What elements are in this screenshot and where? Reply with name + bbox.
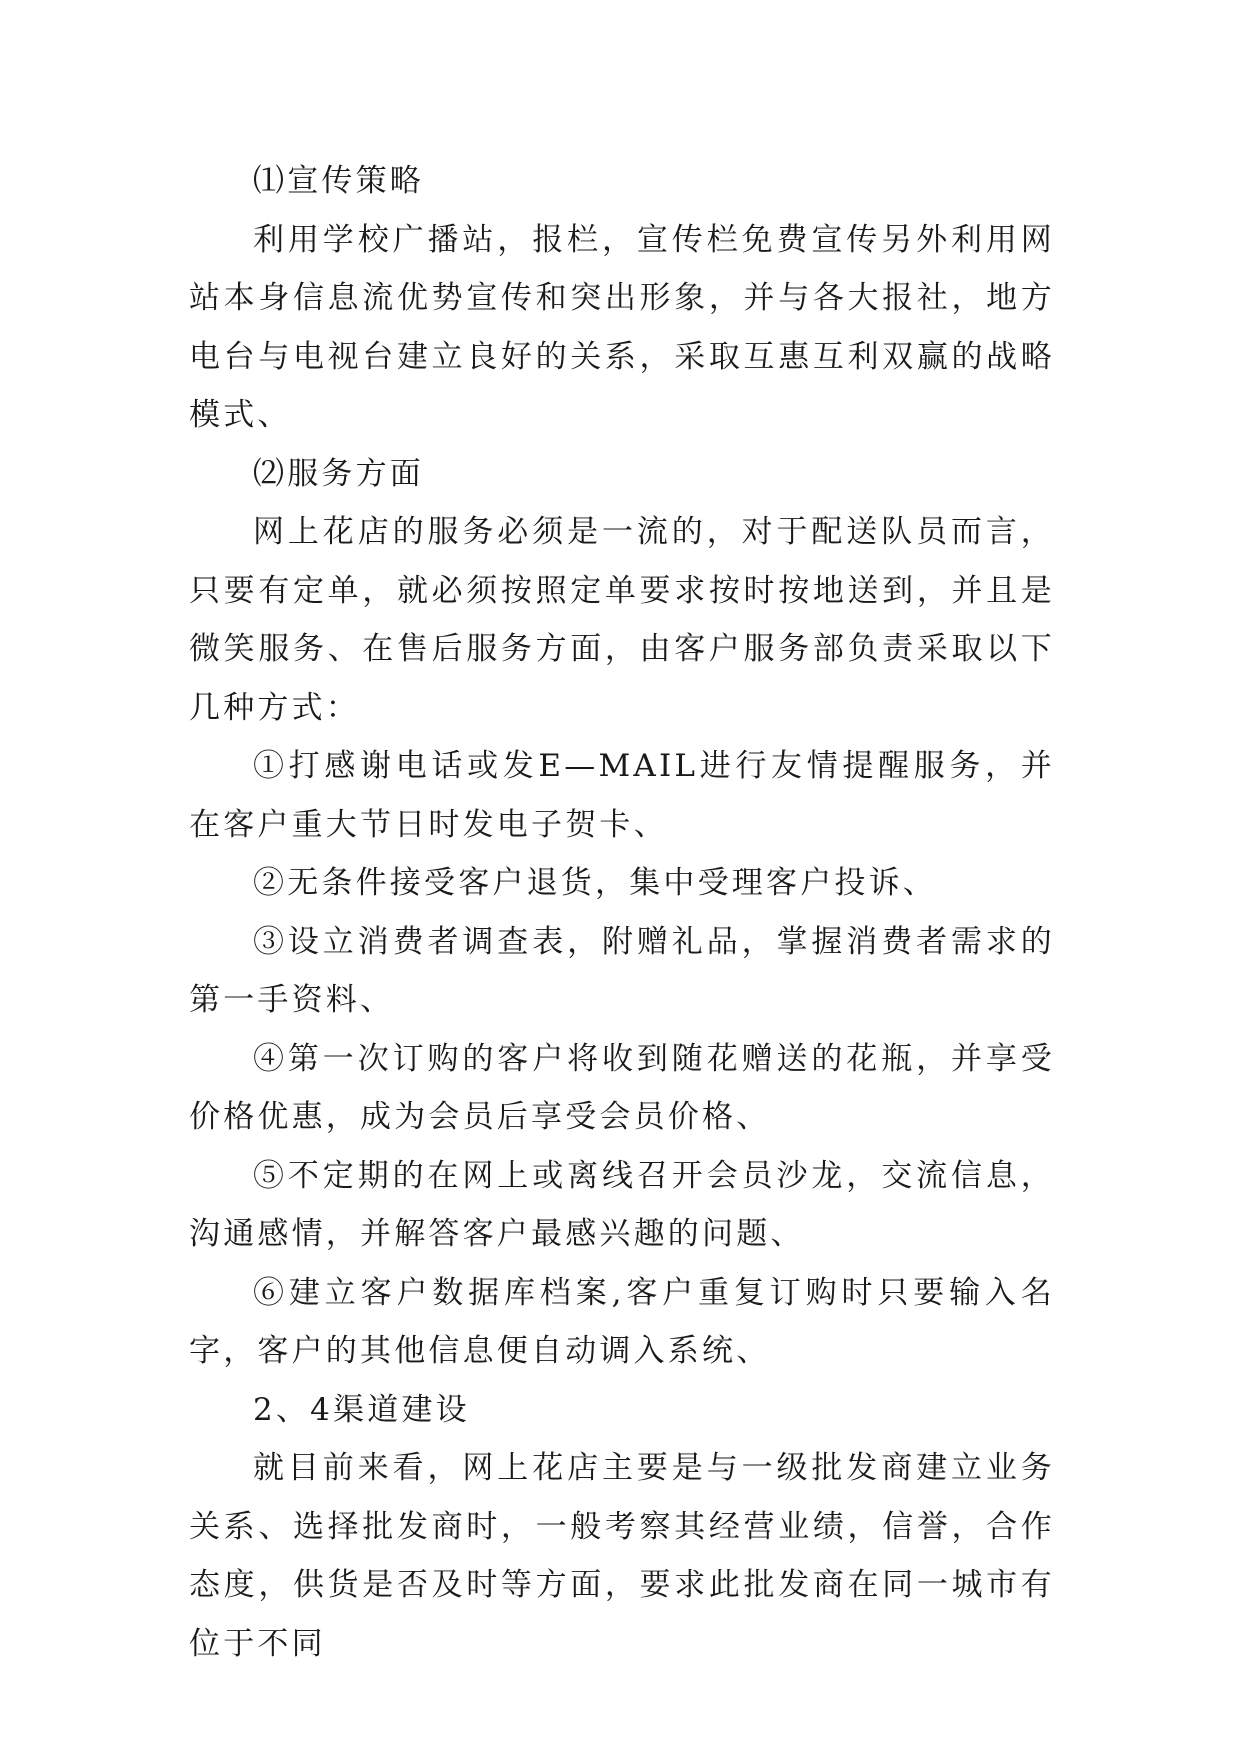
list-item-1: ①打感谢电话或发E—MAIL进行友情提醒服务，并在客户重大节日时发电子贺卡、: [189, 748, 1055, 843]
heading-channel-building: 2、4渠道建设: [253, 1391, 470, 1428]
list-item-3: ③设立消费者调查表，附赠礼品，掌握消费者需求的第一手资料、: [189, 923, 1055, 1018]
heading-promotion-strategy: ⑴宣传策略: [253, 163, 424, 199]
paragraph-promotion: 利用学校广播站，报栏，宣传栏免费宣传另外利用网站本身信息流优势宣传和突出形象，并与各大报社，地方电台与电视台建立良好的关系，采取互惠互利双赢的战略模式、: [189, 221, 1055, 433]
list-item-5: ⑤不定期的在网上或离线召开会员沙龙，交流信息，沟通感情，并解答客户最感兴趣的问题、: [189, 1157, 1055, 1252]
list-item-4: ④第一次订购的客户将收到随花赠送的花瓶，并享受价格优惠，成为会员后享受会员价格、: [189, 1040, 1055, 1135]
list-item-6: ⑥建立客户数据库档案,客户重复订购时只要输入名字，客户的其他信息便自动调入系统、: [189, 1274, 1055, 1369]
document-body: [189, 152, 1055, 1673]
list-item-2: ②无条件接受客户退货，集中受理客户投诉、: [253, 865, 937, 901]
heading-service: ⑵服务方面: [253, 455, 424, 492]
paragraph-channel: 就目前来看，网上花店主要是与一级批发商建立业务关系、选择批发商时，一般考察其经营业绩，信誉，合作态度，供货是否及时等方面，要求此批发商在同一城市有位于不同: [189, 1450, 1055, 1662]
paragraph-service: 网上花店的服务必须是一流的，对于配送队员而言，只要有定单，就必须按照定单要求按时按地送到，并且是微笑服务、在售后服务方面，由客户服务部负责采取以下几种方式：: [189, 514, 1055, 726]
